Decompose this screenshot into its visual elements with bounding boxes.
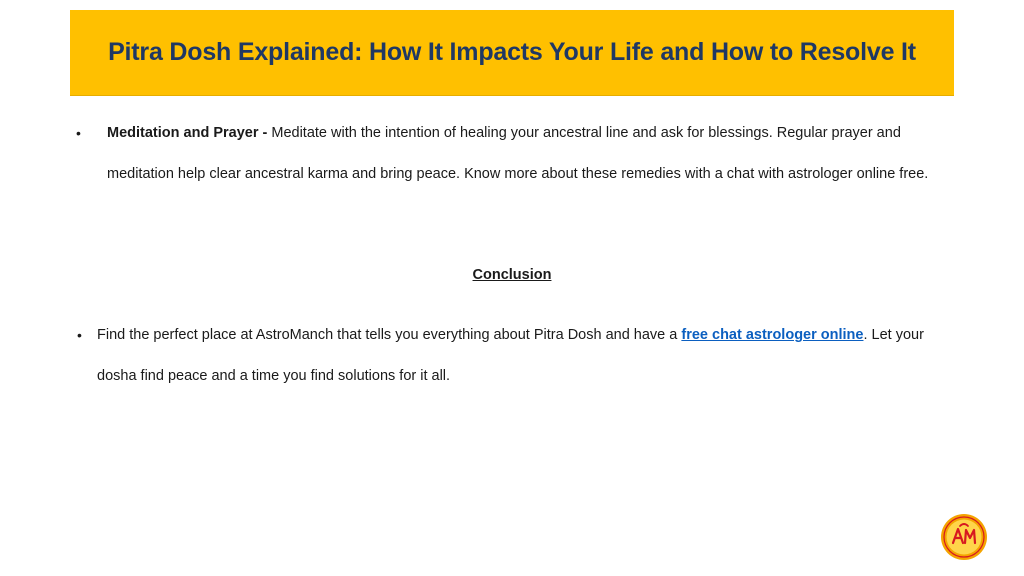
bullet-marker: •	[76, 125, 81, 141]
bullet-conclusion-text	[77, 315, 957, 397]
bullet-heading: Meditation and Prayer -	[107, 125, 272, 141]
bullet-text-before: Find the perfect place at AstroManch that tells you everything about Pitra Dosh and have a	[97, 327, 682, 343]
bullet-meditation-prayer	[76, 113, 957, 195]
bullet-text-after: . Let your dosha find peace and a time you find solutions for it all.	[97, 327, 924, 384]
bullet-text: Meditate with the intention of healing your ancestral line and ask for blessings. Regular prayer and meditation help clear ancestral karma and bring peace. Know more about these remedies with a chat with astrologer online free.	[107, 125, 929, 182]
free-chat-astrologer-link[interactable]: free chat astrologer online	[681, 327, 864, 343]
conclusion-heading: Conclusion	[472, 267, 552, 283]
slide-title: Pitra Dosh Explained: How It Impacts Your Life and How to Resolve It	[108, 38, 916, 66]
astromanch-logo-icon	[940, 513, 988, 561]
bullet-marker: •	[77, 327, 82, 343]
title-bar	[70, 10, 954, 96]
